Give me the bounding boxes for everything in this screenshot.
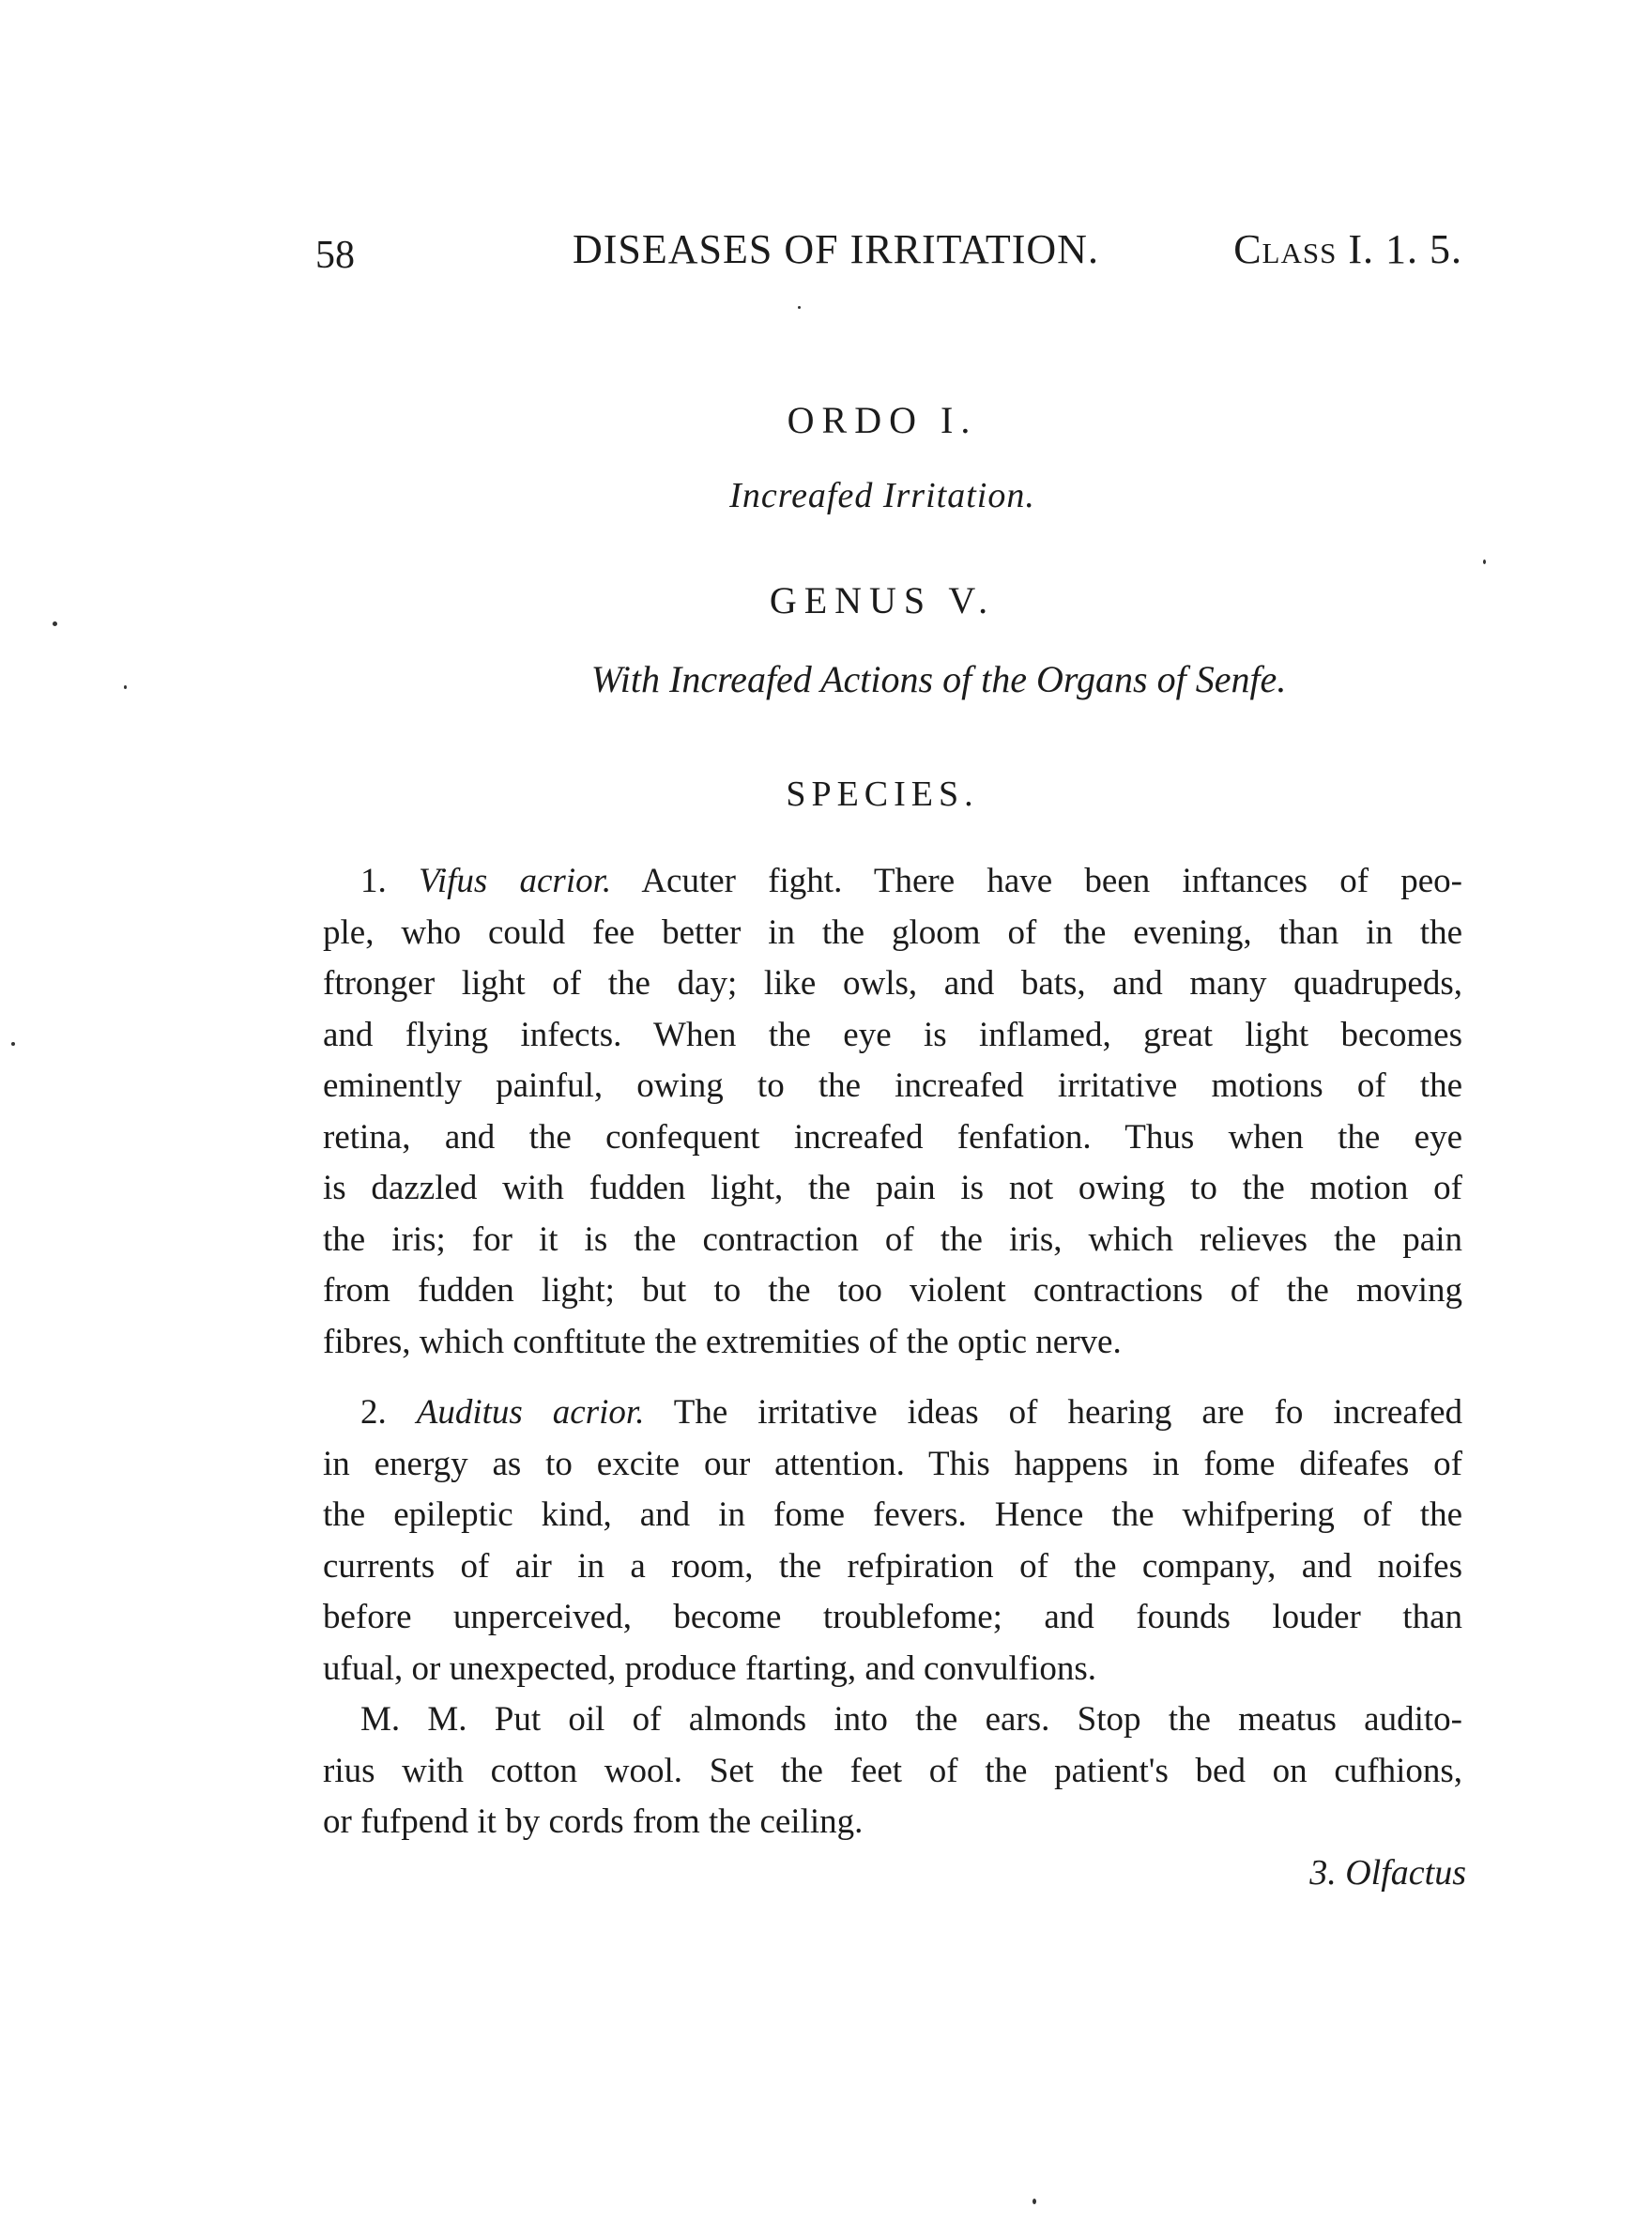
page-number: 58 (315, 234, 355, 277)
genus-heading: GENUS V. (769, 579, 996, 621)
scan-speck (1483, 560, 1486, 564)
scan-speck (798, 306, 801, 309)
genus-subtitle: With Increafed Actions of the Organs of Senfe. (590, 658, 1287, 700)
paragraph-line: ple, who could fee better in the gloom of the evening, than in the (323, 912, 1462, 952)
scan-speck (53, 621, 57, 626)
catchword: 3. Olfactus (1309, 1853, 1466, 1893)
line-text: The irritative ideas of hearing are fo increafed (673, 1393, 1462, 1432)
paragraph-line: ufual, or unexpected, produce ftarting, and convulfions. (323, 1648, 1097, 1688)
species-entry-2 (323, 1387, 1462, 1694)
species-heading: SPECIES. (786, 774, 979, 814)
species-number: 2. (360, 1393, 387, 1432)
paragraph-line: from fudden light; but to the too violent contractions of the moving (323, 1271, 1462, 1310)
paragraph-line: or fufpend it by cords from the ceiling. (323, 1802, 864, 1841)
paragraph-line: retina, and the confequent increafed fenfation. Thus when the eye (323, 1117, 1462, 1157)
paragraph-line (323, 1387, 1462, 1439)
line-text: Acuter fight. There have been inftances of peo- (641, 862, 1462, 900)
ordo-heading: ORDO I. (787, 399, 978, 441)
paragraph-line: rius with cotton wool. Set the feet of the patient's bed on cufhions, (323, 1751, 1462, 1790)
paragraph-line: the iris; for it is the contraction of the iris, which relieves the pain (323, 1219, 1462, 1259)
paragraph-line: ftronger light of the day; like owls, and bats, and many quadrupeds, (323, 964, 1462, 1003)
paragraph-line: fibres, which conftitute the extremities of the optic nerve. (323, 1322, 1122, 1361)
paragraph-line: M. M. Put oil of almonds into the ears. Stop the meatus audito- (360, 1700, 1462, 1739)
species-name: Auditus acrior. (416, 1393, 645, 1432)
running-head-title: DISEASES OF IRRITATION. (573, 226, 1099, 272)
medical-note-paragraph (323, 1694, 1462, 1848)
paragraph-line: in energy as to excite our attention. This happens in fome difeafes of (323, 1444, 1462, 1483)
species-paragraph (323, 1387, 1462, 1694)
scan-speck (11, 1042, 15, 1046)
class-prefix: Class (1233, 226, 1338, 272)
paragraph-line: currents of air in a room, the refpiration of the company, and noifes (323, 1546, 1462, 1586)
paragraph-line: before unperceived, become troublefome; and founds louder than (323, 1598, 1462, 1636)
medical-note (323, 1694, 1462, 1848)
paragraph-line: and flying infects. When the eye is inflamed, great light becomes (323, 1015, 1462, 1054)
species-entry-1 (323, 856, 1462, 1368)
running-head (315, 222, 1462, 278)
scan-speck (124, 685, 127, 689)
class-suffix: I. 1. 5. (1348, 226, 1462, 272)
paragraph-line (323, 856, 1462, 908)
paragraph-line: eminently painful, owing to the increafed irritative motions of the (323, 1066, 1462, 1105)
ordo-subtitle: Increafed Irritation. (729, 476, 1035, 515)
paragraph-line: is dazzled with fudden light, the pain is not owing to the motion of (323, 1169, 1462, 1207)
scan-speck (1032, 2199, 1036, 2204)
species-name: Vifus acrior. (418, 862, 612, 900)
running-head-class (1233, 222, 1462, 278)
species-number: 1. (360, 862, 387, 900)
species-paragraph (323, 856, 1462, 1368)
paragraph-line: the epileptic kind, and in fome fevers. Hence the whifpering of the (323, 1495, 1462, 1534)
